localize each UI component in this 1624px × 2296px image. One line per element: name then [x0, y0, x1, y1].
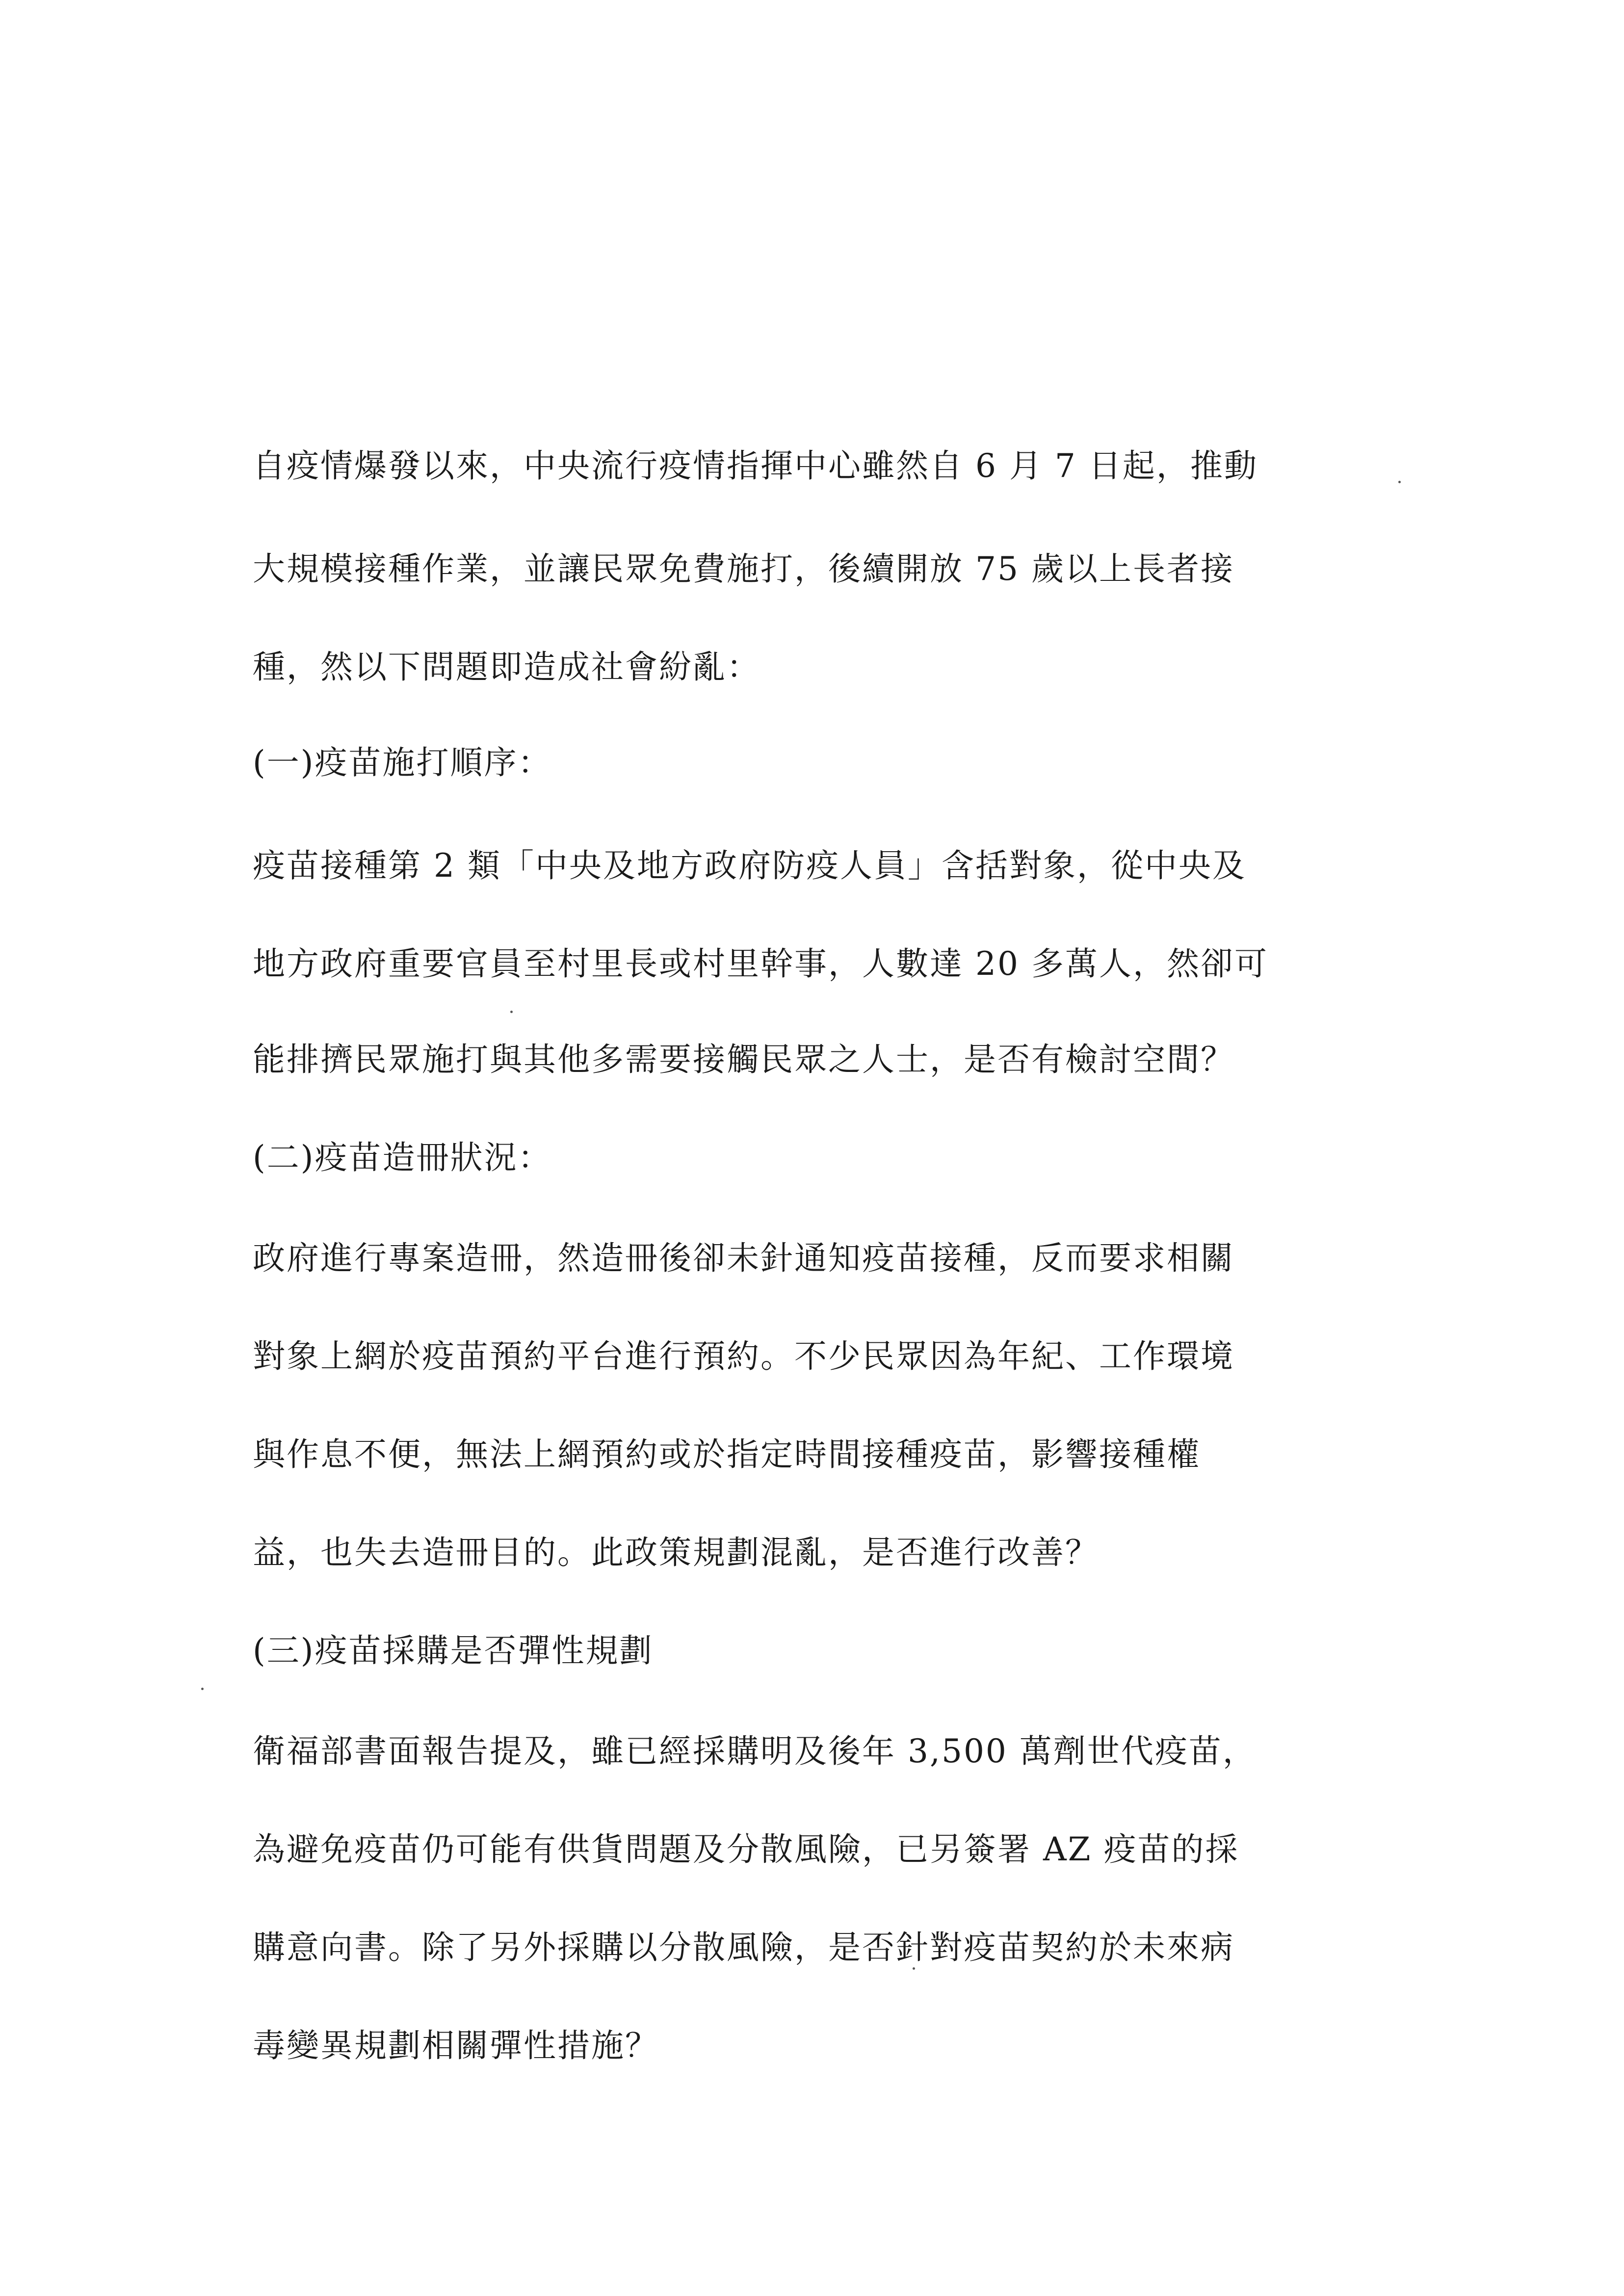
paragraph-line: 衛福部書面報告提及，雖已經採購明及後年 3,500 萬劑世代疫苗，: [253, 1732, 1257, 1770]
paragraph-line: 自疫情爆發以來，中央流行疫情指揮中心雖然自 6 月 7 日起，推動: [253, 447, 1258, 485]
paragraph-line: 為避免疫苗仍可能有供貨問題及分散風險，已另簽署 AZ 疫苗的採: [253, 1830, 1239, 1868]
paragraph-line: 政府進行專案造冊，然造冊後卻未針通知疫苗接種，反而要求相關: [253, 1239, 1234, 1277]
paragraph-line: 地方政府重要官員至村里長或村里幹事，人數達 20 多萬人，然卻可: [253, 945, 1268, 983]
paragraph-line: 種，然以下問題即造成社會紛亂：: [253, 648, 760, 686]
scan-speck: [913, 1967, 915, 1970]
paragraph-line: 購意向書。除了另外採購以分散風險，是否針對疫苗契約於未來病: [253, 1929, 1234, 1966]
paragraph-line: 對象上網於疫苗預約平台進行預約。不少民眾因為年紀、工作環境: [253, 1337, 1234, 1375]
section-heading: (一)疫苗施打順序：: [253, 744, 552, 782]
paragraph-line: 毒變異規劃相關彈性措施？: [253, 2027, 659, 2064]
paragraph-line: 大規模接種作業，並讓民眾免費施打，後續開放 75 歲以上長者接: [253, 550, 1234, 588]
section-heading: (二)疫苗造冊狀況：: [253, 1139, 552, 1176]
paragraph-line: 益，也失去造冊目的。此政策規劃混亂，是否進行改善？: [253, 1534, 1099, 1571]
scan-speck: [510, 1011, 513, 1013]
scan-speck: [1398, 481, 1401, 483]
paragraph-line: 與作息不便，無法上網預約或於指定時間接種疫苗，影響接種權: [253, 1435, 1201, 1473]
paragraph-line: 能排擠民眾施打與其他多需要接觸民眾之人士，是否有檢討空間？: [253, 1041, 1234, 1078]
section-heading: (三)疫苗採購是否彈性規劃: [253, 1632, 654, 1670]
scan-speck: [201, 1688, 204, 1690]
paragraph-line: 疫苗接種第 2 類「中央及地方政府防疫人員」含括對象，從中央及: [253, 847, 1246, 885]
